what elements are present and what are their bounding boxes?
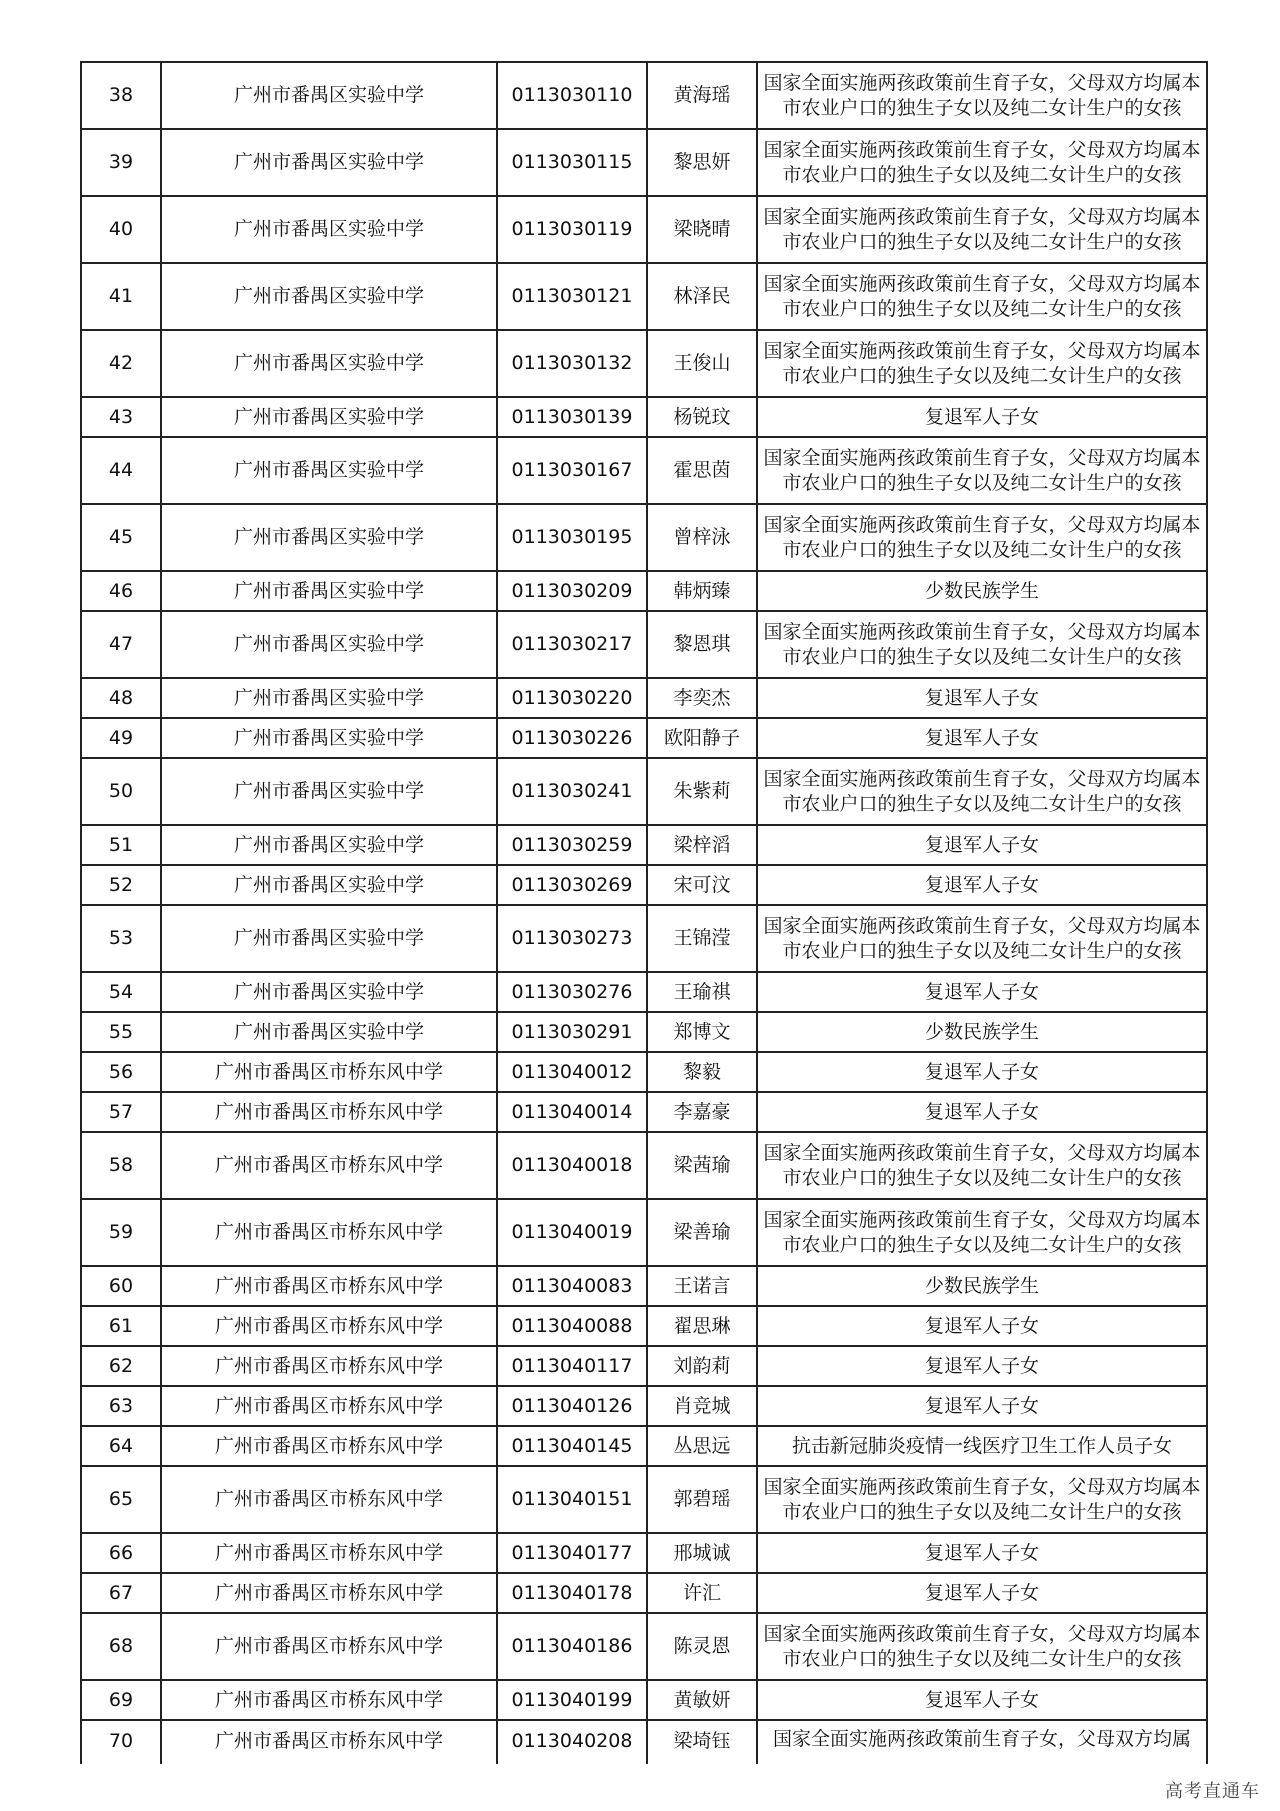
preference-category: 少数民族学生: [757, 1012, 1207, 1052]
student-name: 陈灵恩: [647, 1613, 757, 1680]
table-row: [81, 1346, 1207, 1386]
student-id: 0113030269: [497, 865, 647, 905]
preference-category: 复退军人子女: [757, 397, 1207, 437]
table-row: [81, 1092, 1207, 1132]
table-row: [81, 263, 1207, 330]
table-row: [81, 571, 1207, 611]
table-row: [81, 611, 1207, 678]
student-name: 翟思琳: [647, 1306, 757, 1346]
school-name: 广州市番禺区实验中学: [161, 397, 497, 437]
row-number: 58: [81, 1132, 161, 1199]
table-row: [81, 1012, 1207, 1052]
preference-category: 国家全面实施两孩政策前生育子女，父母双方均属本市农业户口的独生子女以及纯二女计生户的女孩: [757, 611, 1207, 678]
preference-category: 国家全面实施两孩政策前生育子女，父母双方均属本市农业户口的独生子女以及纯二女计生户的女孩: [757, 1132, 1207, 1199]
student-name: 肖竞城: [647, 1386, 757, 1426]
row-number: 64: [81, 1426, 161, 1466]
preference-category: 国家全面实施两孩政策前生育子女，父母双方均属本市农业户口的独生子女以及纯二女计生户的女孩: [757, 1199, 1207, 1266]
table-row: [81, 1132, 1207, 1199]
student-name: 许汇: [647, 1573, 757, 1613]
student-name: 韩炳臻: [647, 571, 757, 611]
row-number: 59: [81, 1199, 161, 1266]
student-id: 0113040186: [497, 1613, 647, 1680]
row-number: 40: [81, 196, 161, 263]
row-number: 49: [81, 718, 161, 758]
school-name: 广州市番禺区实验中学: [161, 865, 497, 905]
table-row: [81, 1266, 1207, 1306]
preference-category: 复退军人子女: [757, 1533, 1207, 1573]
table-row: [81, 1386, 1207, 1426]
student-id: 0113030115: [497, 129, 647, 196]
row-number: 60: [81, 1266, 161, 1306]
table-row: [81, 1720, 1207, 1764]
preference-category: 国家全面实施两孩政策前生育子女，父母双方均属本市农业户口的独生子女以及纯二女计生户的女孩: [757, 1466, 1207, 1533]
table-row: [81, 758, 1207, 825]
student-id: 0113030110: [497, 62, 647, 129]
row-number: 52: [81, 865, 161, 905]
preference-category: 国家全面实施两孩政策前生育子女，父母双方均属本市农业户口的独生子女以及纯二女计生户的女孩: [757, 62, 1207, 129]
student-id: 0113040018: [497, 1132, 647, 1199]
student-name: 刘韵莉: [647, 1346, 757, 1386]
school-name: 广州市番禺区市桥东风中学: [161, 1199, 497, 1266]
student-name: 黄海瑶: [647, 62, 757, 129]
student-name: 王锦滢: [647, 905, 757, 972]
preference-category: 国家全面实施两孩政策前生育子女，父母双方均属本市农业户口的独生子女以及纯二女计生户的女孩: [757, 1613, 1207, 1680]
student-name: 宋可汶: [647, 865, 757, 905]
student-name: 王俊山: [647, 330, 757, 397]
row-number: 66: [81, 1533, 161, 1573]
table-row: [81, 1052, 1207, 1092]
student-id: 0113040177: [497, 1533, 647, 1573]
watermark-text: 高考直通车: [1165, 1781, 1260, 1802]
table-row: [81, 1426, 1207, 1466]
student-id: 0113030139: [497, 397, 647, 437]
row-number: 46: [81, 571, 161, 611]
preference-category: 复退军人子女: [757, 972, 1207, 1012]
preference-category: 复退军人子女: [757, 865, 1207, 905]
school-name: 广州市番禺区市桥东风中学: [161, 1132, 497, 1199]
student-id: 0113040199: [497, 1680, 647, 1720]
school-name: 广州市番禺区市桥东风中学: [161, 1533, 497, 1573]
table-row: [81, 196, 1207, 263]
school-name: 广州市番禺区实验中学: [161, 571, 497, 611]
student-name: 黄敏妍: [647, 1680, 757, 1720]
student-name: 梁晓晴: [647, 196, 757, 263]
table-row: [81, 1466, 1207, 1533]
school-name: 广州市番禺区市桥东风中学: [161, 1346, 497, 1386]
student-name: 霍思茵: [647, 437, 757, 504]
table-row: [81, 718, 1207, 758]
student-name: 李嘉豪: [647, 1092, 757, 1132]
student-name: 梁善瑜: [647, 1199, 757, 1266]
preference-category: 复退军人子女: [757, 718, 1207, 758]
student-id: 0113030119: [497, 196, 647, 263]
student-name: 丛思远: [647, 1426, 757, 1466]
roster-table: [80, 61, 1208, 1764]
school-name: 广州市番禺区市桥东风中学: [161, 1613, 497, 1680]
student-id: 0113030217: [497, 611, 647, 678]
school-name: 广州市番禺区市桥东风中学: [161, 1720, 497, 1764]
row-number: 65: [81, 1466, 161, 1533]
student-name: 朱紫莉: [647, 758, 757, 825]
preference-category: 复退军人子女: [757, 1680, 1207, 1720]
school-name: 广州市番禺区实验中学: [161, 678, 497, 718]
preference-category: 国家全面实施两孩政策前生育子女，父母双方均属本市农业户口的独生子女以及纯二女计生户的女孩: [757, 758, 1207, 825]
row-number: 47: [81, 611, 161, 678]
preference-category: 国家全面实施两孩政策前生育子女，父母双方均属本市农业户口的独生子女以及纯二女计生户的女孩: [757, 196, 1207, 263]
school-name: 广州市番禺区市桥东风中学: [161, 1386, 497, 1426]
student-id: 0113030167: [497, 437, 647, 504]
preference-category: 复退军人子女: [757, 1573, 1207, 1613]
preference-category: 国家全面实施两孩政策前生育子女，父母双方均属本市农业户口的独生子女以及纯二女计生户的女孩: [757, 129, 1207, 196]
row-number: 61: [81, 1306, 161, 1346]
row-number: 55: [81, 1012, 161, 1052]
school-name: 广州市番禺区市桥东风中学: [161, 1092, 497, 1132]
student-id: 0113040088: [497, 1306, 647, 1346]
school-name: 广州市番禺区实验中学: [161, 196, 497, 263]
table-row: [81, 62, 1207, 129]
school-name: 广州市番禺区实验中学: [161, 825, 497, 865]
table-row: [81, 129, 1207, 196]
preference-category: 抗击新冠肺炎疫情一线医疗卫生工作人员子女: [757, 1426, 1207, 1466]
row-number: 43: [81, 397, 161, 437]
student-name: 郭碧瑶: [647, 1466, 757, 1533]
school-name: 广州市番禺区实验中学: [161, 972, 497, 1012]
school-name: 广州市番禺区实验中学: [161, 129, 497, 196]
school-name: 广州市番禺区市桥东风中学: [161, 1573, 497, 1613]
student-id: 0113040117: [497, 1346, 647, 1386]
table-row: [81, 865, 1207, 905]
student-name: 黎思妍: [647, 129, 757, 196]
preference-category: 国家全面实施两孩政策前生育子女，父母双方均属本市农业户口的独生子女以及纯二女计生户的女孩: [757, 330, 1207, 397]
school-name: 广州市番禺区市桥东风中学: [161, 1466, 497, 1533]
school-name: 广州市番禺区实验中学: [161, 611, 497, 678]
row-number: 41: [81, 263, 161, 330]
table-row: [81, 1306, 1207, 1346]
school-name: 广州市番禺区市桥东风中学: [161, 1266, 497, 1306]
student-id: 0113030132: [497, 330, 647, 397]
student-id: 0113030276: [497, 972, 647, 1012]
row-number: 42: [81, 330, 161, 397]
preference-category: 国家全面实施两孩政策前生育子女，父母双方均属: [757, 1720, 1207, 1764]
student-id: 0113040019: [497, 1199, 647, 1266]
preference-category: 国家全面实施两孩政策前生育子女，父母双方均属本市农业户口的独生子女以及纯二女计生户的女孩: [757, 905, 1207, 972]
student-name: 曾梓泳: [647, 504, 757, 571]
school-name: 广州市番禺区实验中学: [161, 437, 497, 504]
student-name: 林泽民: [647, 263, 757, 330]
row-number: 50: [81, 758, 161, 825]
row-number: 63: [81, 1386, 161, 1426]
student-id: 0113030121: [497, 263, 647, 330]
row-number: 70: [81, 1720, 161, 1764]
row-number: 54: [81, 972, 161, 1012]
table-row: [81, 972, 1207, 1012]
school-name: 广州市番禺区市桥东风中学: [161, 1680, 497, 1720]
student-name: 黎恩琪: [647, 611, 757, 678]
student-id: 0113040083: [497, 1266, 647, 1306]
preference-category: 少数民族学生: [757, 571, 1207, 611]
school-name: 广州市番禺区实验中学: [161, 62, 497, 129]
roster-body: [81, 62, 1207, 1764]
student-id: 0113040126: [497, 1386, 647, 1426]
preference-category: 复退军人子女: [757, 1052, 1207, 1092]
preference-category: 复退军人子女: [757, 1346, 1207, 1386]
school-name: 广州市番禺区实验中学: [161, 330, 497, 397]
student-id: 0113040012: [497, 1052, 647, 1092]
student-name: 欧阳静子: [647, 718, 757, 758]
school-name: 广州市番禺区实验中学: [161, 263, 497, 330]
row-number: 44: [81, 437, 161, 504]
school-name: 广州市番禺区市桥东风中学: [161, 1426, 497, 1466]
school-name: 广州市番禺区实验中学: [161, 718, 497, 758]
row-number: 69: [81, 1680, 161, 1720]
student-name: 梁梓滔: [647, 825, 757, 865]
student-name: 王瑜祺: [647, 972, 757, 1012]
student-id: 0113040151: [497, 1466, 647, 1533]
preference-category: 复退军人子女: [757, 678, 1207, 718]
row-number: 56: [81, 1052, 161, 1092]
row-number: 53: [81, 905, 161, 972]
table-row: [81, 905, 1207, 972]
preference-category: 国家全面实施两孩政策前生育子女，父母双方均属本市农业户口的独生子女以及纯二女计生户的女孩: [757, 437, 1207, 504]
school-name: 广州市番禺区实验中学: [161, 1012, 497, 1052]
student-name: 邢城诚: [647, 1533, 757, 1573]
school-name: 广州市番禺区实验中学: [161, 504, 497, 571]
student-id: 0113030209: [497, 571, 647, 611]
student-id: 0113030241: [497, 758, 647, 825]
preference-category: 少数民族学生: [757, 1266, 1207, 1306]
preference-category: 复退军人子女: [757, 1306, 1207, 1346]
table-row: [81, 825, 1207, 865]
student-id: 0113030273: [497, 905, 647, 972]
row-number: 68: [81, 1613, 161, 1680]
row-number: 51: [81, 825, 161, 865]
table-row: [81, 397, 1207, 437]
preference-category: 复退军人子女: [757, 1092, 1207, 1132]
table-row: [81, 437, 1207, 504]
school-name: 广州市番禺区市桥东风中学: [161, 1052, 497, 1092]
student-name: 杨锐玟: [647, 397, 757, 437]
school-name: 广州市番禺区实验中学: [161, 905, 497, 972]
table-row: [81, 1613, 1207, 1680]
row-number: 48: [81, 678, 161, 718]
student-name: 王诺言: [647, 1266, 757, 1306]
student-id: 0113030226: [497, 718, 647, 758]
row-number: 39: [81, 129, 161, 196]
table-row: [81, 678, 1207, 718]
row-number: 38: [81, 62, 161, 129]
preference-category: 国家全面实施两孩政策前生育子女，父母双方均属本市农业户口的独生子女以及纯二女计生户的女孩: [757, 504, 1207, 571]
student-id: 0113030259: [497, 825, 647, 865]
table-row: [81, 1533, 1207, 1573]
table-row: [81, 1573, 1207, 1613]
row-number: 57: [81, 1092, 161, 1132]
table-row: [81, 330, 1207, 397]
row-number: 45: [81, 504, 161, 571]
row-number: 67: [81, 1573, 161, 1613]
student-name: 梁茜瑜: [647, 1132, 757, 1199]
preference-category: 国家全面实施两孩政策前生育子女，父母双方均属本市农业户口的独生子女以及纯二女计生户的女孩: [757, 263, 1207, 330]
preference-category: 复退军人子女: [757, 825, 1207, 865]
student-id: 0113040178: [497, 1573, 647, 1613]
student-id: 0113030220: [497, 678, 647, 718]
table-row: [81, 504, 1207, 571]
student-name: 梁埼钰: [647, 1720, 757, 1764]
table-row: [81, 1199, 1207, 1266]
preference-category: 复退军人子女: [757, 1386, 1207, 1426]
student-name: 黎毅: [647, 1052, 757, 1092]
school-name: 广州市番禺区市桥东风中学: [161, 1306, 497, 1346]
student-name: 郑博文: [647, 1012, 757, 1052]
row-number: 62: [81, 1346, 161, 1386]
student-id: 0113030195: [497, 504, 647, 571]
student-id: 0113030291: [497, 1012, 647, 1052]
school-name: 广州市番禺区实验中学: [161, 758, 497, 825]
student-name: 李奕杰: [647, 678, 757, 718]
table-row: [81, 1680, 1207, 1720]
student-id: 0113040145: [497, 1426, 647, 1466]
student-id: 0113040208: [497, 1720, 647, 1764]
student-id: 0113040014: [497, 1092, 647, 1132]
